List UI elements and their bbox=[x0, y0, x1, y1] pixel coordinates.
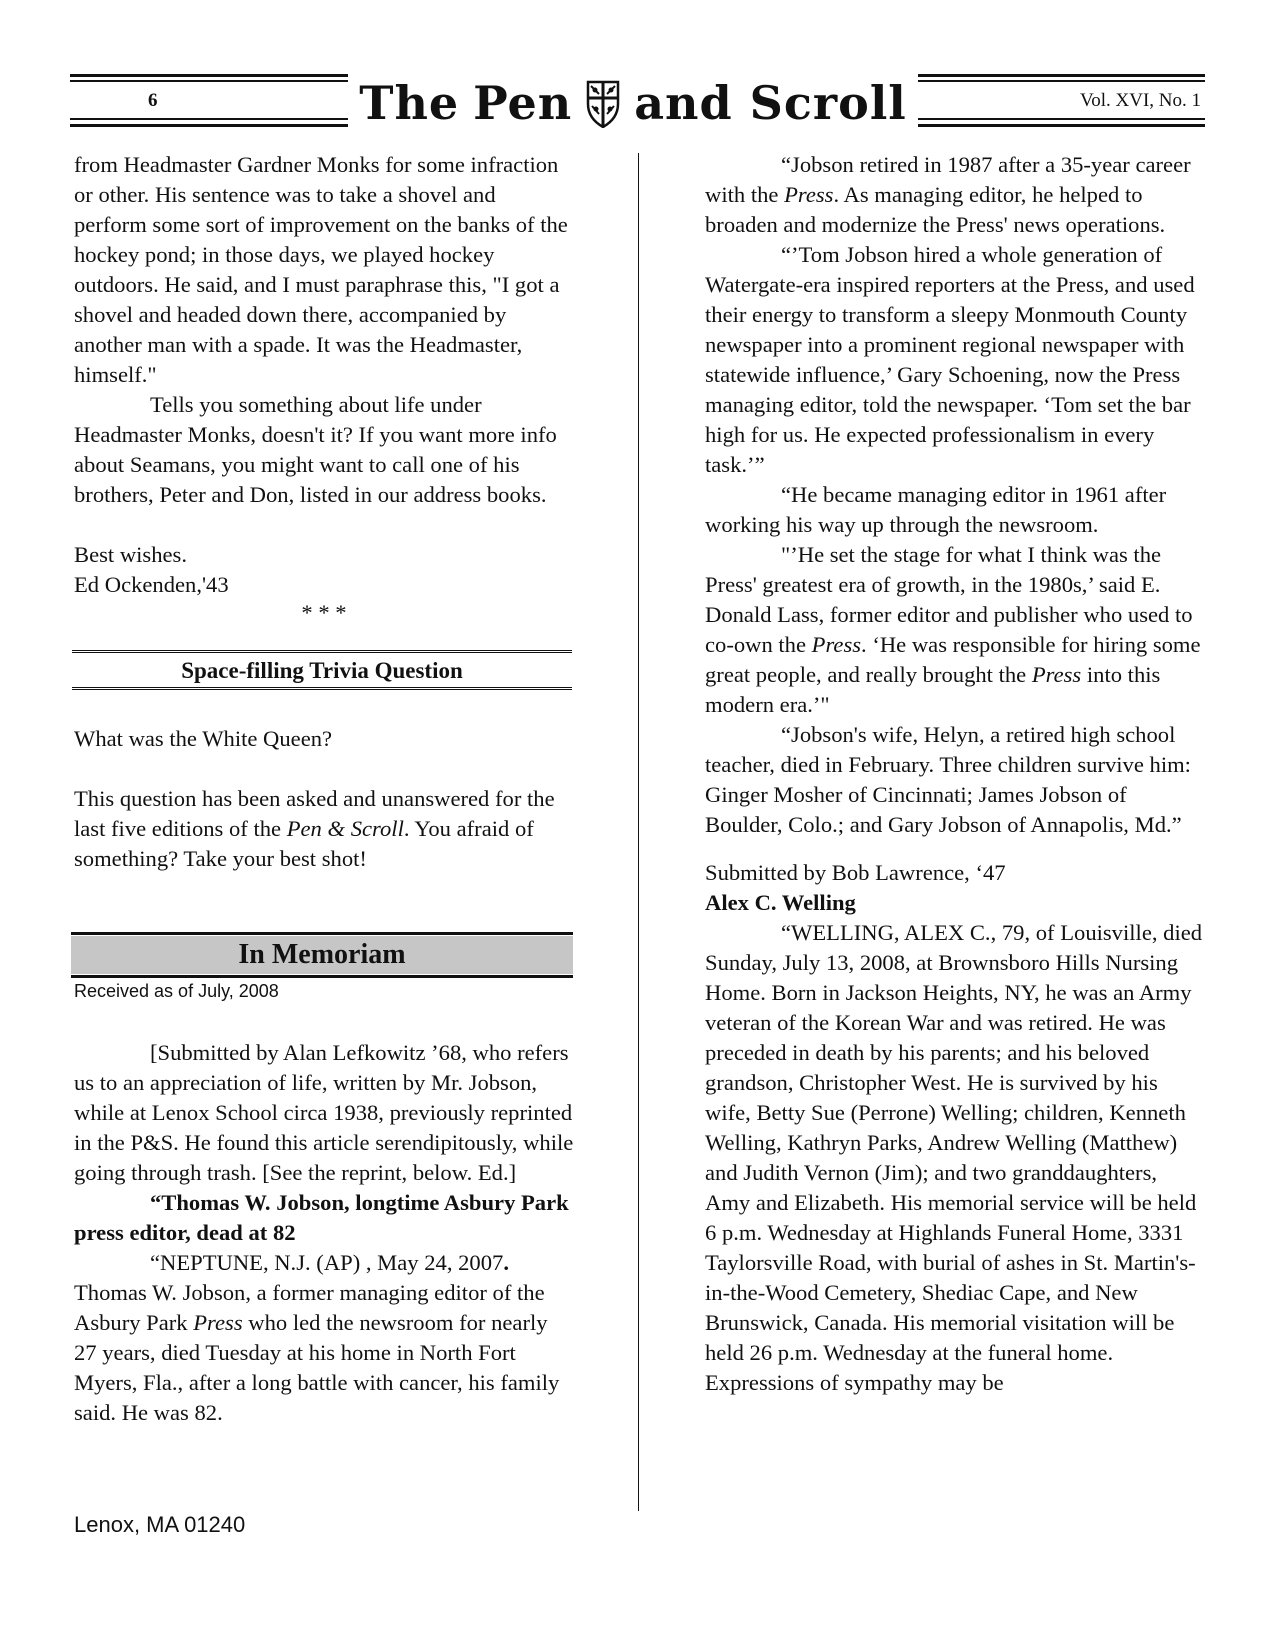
title-pen: Pen bbox=[473, 76, 573, 130]
right-column bbox=[705, 150, 1205, 1398]
page-number: 6 bbox=[148, 90, 158, 111]
obituary-headline: “Thomas W. Jobson, longtime Asbury Park press editor, dead at 82 bbox=[74, 1190, 569, 1245]
letter-signature: Ed Ockenden,'43 bbox=[74, 572, 229, 597]
crest-icon bbox=[586, 78, 620, 128]
obituary-name: Alex C. Welling bbox=[705, 890, 856, 915]
trivia-heading bbox=[72, 650, 572, 690]
submission-note: [Submitted by Alan Lefkowitz ’68, who refers us to an appreciation of life, written by Mr. Jobson, while at Lenox School circa 1938, previously reprinted in the P&S. He found this article serendipitously, while going through trash. [See the reprint, below. Ed.] bbox=[74, 1040, 574, 1185]
title-and-scroll: and Scroll bbox=[634, 76, 907, 130]
column-divider bbox=[638, 153, 639, 1511]
submission-credit: Submitted by Bob Lawrence, ‘47 bbox=[705, 860, 1006, 885]
masthead-rule-right-bottom bbox=[918, 124, 1205, 127]
masthead-rule-left-top bbox=[70, 74, 348, 77]
trivia-question: What was the White Queen? bbox=[74, 726, 333, 751]
memoriam-heading-text: In Memoriam bbox=[71, 935, 573, 975]
obituary-paragraph-4: “He became managing editor in 1961 after working his way up through the newsroom. bbox=[705, 482, 1167, 537]
volume-label: Vol. XVI, No. 1 bbox=[1079, 90, 1201, 111]
trivia-note: This question has been asked and unanswered for the last five editions of the Pen & Scroll. You afraid of something? Take your best shot! bbox=[74, 786, 555, 871]
welling-obituary: “WELLING, ALEX C., 79, of Louisville, died Sunday, July 13, 2008, at Brownsboro Hills Nursing Home. Born in Jackson Heights, NY, he was an Army veteran of the Korean War and was retired. He was preceded in death by his parents; and his beloved grandson, Christopher West. He is survived by his wife, Betty Sue (Perrone) Welling; children, Kenneth Welling, Kathryn Parks, Andrew Welling (Matthew) and Judith Vernon (Jim); and two granddaughters, Amy and Elizabeth. His memorial service will be held 6 p.m. Wednesday at Highlands Funeral Home, 3331 Taylorsville Road, with burial of ashes in St. Martin's-in-the-Wood Cemetery, Shediac Cape, and New Brunswick, Canada. His memorial visitation will be held 26 p.m. Wednesday at the funeral home. Expressions of sympathy may be bbox=[705, 920, 1203, 1395]
letter-paragraph-2: Tells you something about life under Headmaster Monks, doesn't it? If you want more info about Seamans, you might want to call one of his brothers, Peter and Don, listed in our address books. bbox=[74, 392, 557, 507]
section-separator: * * * bbox=[301, 600, 347, 625]
obituary-paragraph-6: “Jobson's wife, Helyn, a retired high school teacher, died in February. Three children survive him: Ginger Mosher of Cincinnati; James Jobson of Boulder, Colo.; and Gary Jobson of Annapolis, Md.” bbox=[705, 722, 1191, 837]
masthead-rule-left-bottom bbox=[70, 124, 348, 127]
obituary-paragraph-3: “’Tom Jobson hired a whole generation of Watergate-era inspired reporters at the Press, and used their energy to transform a sleepy Monmouth County newspaper into a prominent regional newspaper with statewide influence,’ Gary Schoening, now the Press managing editor, told the newspaper. ‘Tom set the bar high for us. He expected professionalism in every task.’” bbox=[705, 242, 1195, 477]
obituary-paragraph-2: “Jobson retired in 1987 after a 35-year career with the Press. As managing editor, he helped to broaden and modernize the Press' news operations. bbox=[705, 152, 1191, 237]
received-date: Received as of July, 2008 bbox=[74, 981, 279, 1001]
obituary-body: “NEPTUNE, N.J. (AP) , May 24, 2007. Thomas W. Jobson, a former managing editor of the Asbury Park Press who led the newsroom for nearly 27 years, died Tuesday at his home in North Fort Myers, Fla., after a long battle with cancer, his family said. He was 82. bbox=[74, 1250, 560, 1425]
masthead-rule-left-low bbox=[70, 118, 348, 120]
newsletter-title bbox=[358, 72, 908, 134]
masthead-rule-right-low bbox=[918, 118, 1205, 120]
letter-paragraph-1: from Headmaster Gardner Monks for some infraction or other. His sentence was to take a shovel and perform some sort of improvement on the banks of the hockey pond; in those days, we played hockey outdoors. He said, and I must paraphrase this, "I got a shovel and headed down there, accompanied by another man with a spade. It was the Headmaster, himself." bbox=[74, 152, 568, 387]
masthead bbox=[70, 72, 1205, 134]
left-column bbox=[74, 150, 574, 1428]
obituary-paragraph-5: "’He set the stage for what I think was the Press' greatest era of growth, in the 1980s,’ said E. Donald Lass, former editor and publisher who used to co-own the Press. ‘He was responsible for hiring some great people, and really brought the Press into this modern era.’" bbox=[705, 542, 1201, 717]
title-the: The bbox=[359, 76, 460, 130]
letter-closing: Best wishes. bbox=[74, 542, 187, 567]
memoriam-heading bbox=[71, 932, 573, 978]
masthead-rule-right-mid bbox=[918, 80, 1205, 82]
masthead-rule-left-mid bbox=[70, 80, 348, 82]
trivia-heading-text: Space-filling Trivia Question bbox=[181, 658, 463, 683]
footer-address: Lenox, MA 01240 bbox=[74, 1512, 246, 1537]
masthead-rule-right-top bbox=[918, 74, 1205, 77]
